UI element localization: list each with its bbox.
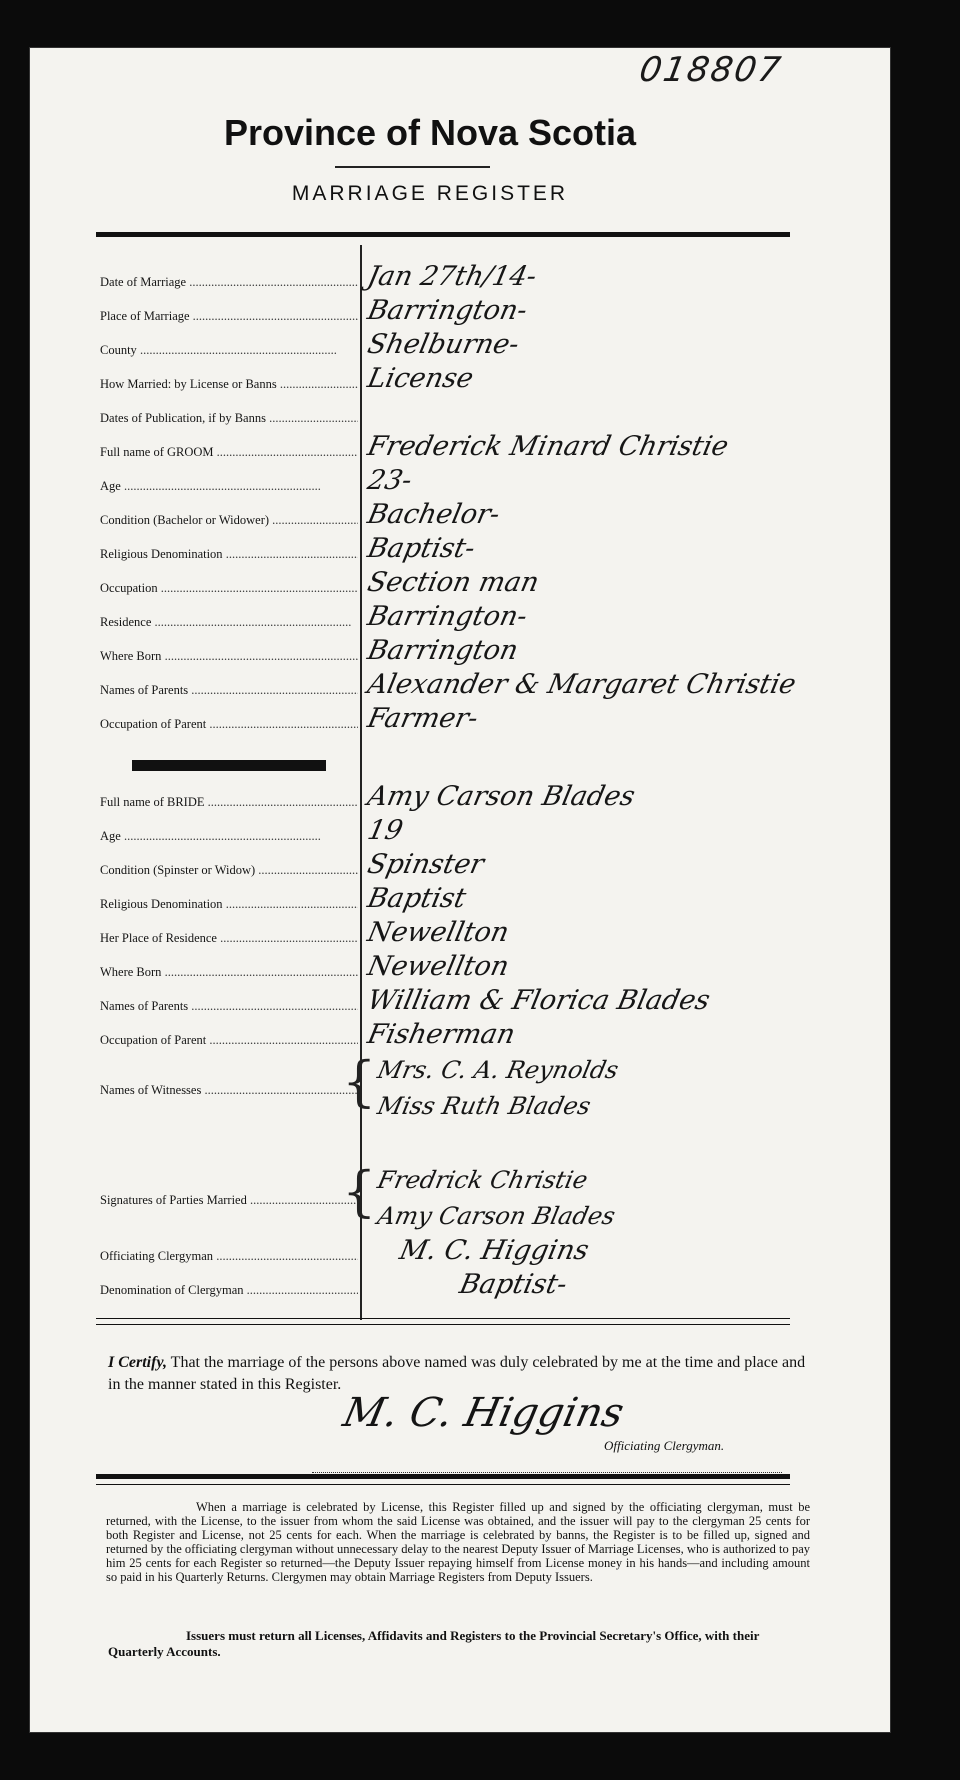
field-label: Occupation ..... [100, 581, 358, 596]
field-value: Barrington- [364, 295, 530, 326]
field-label: Condition (Spinster or Widow) ..... [100, 863, 358, 878]
field-value: Bachelor- [364, 499, 503, 530]
certify-text: That the marriage of the persons above named was duly celebrated by me at the time and place and in the manner stated in this Register. [108, 1354, 806, 1393]
field-value: Newellton [364, 917, 512, 948]
field-label: Age ..... [100, 479, 358, 494]
groom-row [100, 500, 870, 532]
field-value: Jan 27th/14- [364, 261, 540, 292]
bride-row [100, 986, 870, 1018]
register-number: 018807 [636, 50, 786, 90]
bride-row [100, 816, 870, 848]
field-label: Where Born ..... [100, 649, 358, 664]
bride-row [100, 782, 870, 814]
field-value: Miss Ruth Blades [375, 1092, 594, 1120]
field-value: Barrington- [364, 601, 530, 632]
marriage-row [100, 364, 870, 396]
field-value: William & Florica Blades [364, 985, 713, 1016]
groom-row [100, 568, 870, 600]
bride-row [100, 1020, 870, 1052]
field-label: Names of Parents ..... [100, 683, 358, 698]
bride-row [100, 918, 870, 950]
field-value: Amy Carson Blades [364, 781, 638, 812]
field-label: Denomination of Clergyman ..... [100, 1283, 358, 1298]
field-value: Fisherman [364, 1019, 518, 1050]
bride-row [100, 850, 870, 882]
closing-instruction: Issuers must return all Licenses, Affidavits and Registers to the Provincial Secretary's Office, with their Quarterly Accounts. [108, 1628, 760, 1659]
field-value: Baptist [364, 883, 469, 914]
marriage-row [100, 330, 870, 362]
field-label: Where Born ..... [100, 965, 358, 980]
groom-row [100, 636, 870, 668]
clergy-row [100, 1270, 870, 1302]
title-divider [335, 166, 490, 168]
field-label: Residence ..... [100, 615, 358, 630]
certificate-divider-bottom [96, 1324, 790, 1325]
field-value: Fredrick Christie [375, 1166, 591, 1194]
notes-divider [96, 1474, 790, 1479]
field-value: Alexander & Margaret Christie [364, 669, 799, 700]
marriage-row [100, 262, 870, 294]
witnesses-row [100, 1050, 870, 1122]
field-label: County ..... [100, 343, 358, 358]
field-value: 23- [364, 465, 415, 496]
field-label: How Married: by License or Banns ..... [100, 377, 358, 392]
form-subtitle: MARRIAGE REGISTER [291, 182, 569, 205]
field-label: Dates of Publication, if by Banns ..... [100, 411, 358, 426]
signatures-brace: { [342, 1160, 377, 1223]
field-value: Spinster [364, 849, 487, 880]
field-value: Barrington [364, 635, 521, 666]
field-value: Shelburne- [364, 329, 522, 360]
field-label: Place of Marriage ..... [100, 309, 358, 324]
section-separator [132, 760, 326, 771]
field-label: Names of Parents ..... [100, 999, 358, 1014]
groom-row [100, 466, 870, 498]
field-label: Full name of BRIDE ..... [100, 795, 358, 810]
field-label: Religious Denomination ..... [100, 547, 358, 562]
field-value: Farmer- [364, 703, 481, 734]
field-label: Full name of GROOM ..... [100, 445, 358, 460]
field-label: Her Place of Residence ..... [100, 931, 358, 946]
signatures-row [100, 1160, 870, 1232]
field-value: Amy Carson Blades [375, 1202, 618, 1230]
witnesses-brace: { [342, 1050, 377, 1113]
clergyman-signature: M. C. Higgins [339, 1390, 628, 1436]
groom-row [100, 704, 870, 736]
field-value: M. C. Higgins [396, 1235, 592, 1266]
groom-row [100, 432, 870, 464]
field-label: Religious Denomination ..... [100, 897, 358, 912]
page-title: Province of Nova Scotia [223, 112, 637, 153]
certify-lead: I Certify, [108, 1354, 167, 1371]
field-label: Occupation of Parent ..... [100, 717, 358, 732]
field-value: Frederick Minard Christie [364, 431, 732, 462]
field-label: Names of Witnesses ..... [100, 1083, 358, 1098]
field-value: Baptist- [456, 1269, 570, 1300]
field-value: Newellton [364, 951, 512, 982]
field-label: Occupation of Parent ..... [100, 1033, 358, 1048]
marriage-row [100, 296, 870, 328]
field-label: Age ..... [100, 829, 358, 844]
bride-row [100, 884, 870, 916]
header-divider [96, 232, 790, 237]
field-value: License [364, 363, 477, 394]
field-label: Signatures of Parties Married ..... [100, 1193, 358, 1208]
groom-row [100, 534, 870, 566]
field-label: Officiating Clergyman ..... [100, 1249, 358, 1264]
groom-row [100, 670, 870, 702]
field-value: 19 [364, 815, 406, 846]
instructions-paragraph: When a marriage is celebrated by License, this Register filled up and signed by the officiating clergyman, must be returned, with the License, to the issuer from whom the said License was obtained, and the issuer will pay to the clergyman 25 cents for both Register and License, not 25 cents for each. When the marriage is celebrated by banns, the Register is to be filled up, signed and returned by the officiating clergyman without unnecessary delay to the nearest Deputy Issuer of Marriage Licenses, who is authorized to pay him 25 cents for each Register so returned—the Deputy Issuer repaying himself from License money in his hands—and including amount so paid in his Quarterly Returns. Clergymen may obtain Marriage Registers from Deputy Issuers. [106, 1500, 810, 1584]
notes-divider-thin [96, 1484, 790, 1485]
certificate-divider-top [96, 1318, 790, 1319]
clergy-row [100, 1236, 870, 1268]
field-value: Baptist- [364, 533, 478, 564]
bride-row [100, 952, 870, 984]
field-label: Date of Marriage ..... [100, 275, 358, 290]
signature-caption: Officiating Clergyman. [604, 1438, 725, 1453]
marriage-row [100, 398, 870, 430]
field-value: Section man [364, 567, 542, 598]
field-label: Condition (Bachelor or Widower) ..... [100, 513, 358, 528]
field-value: Mrs. C. A. Reynolds [375, 1056, 622, 1084]
groom-row [100, 602, 870, 634]
